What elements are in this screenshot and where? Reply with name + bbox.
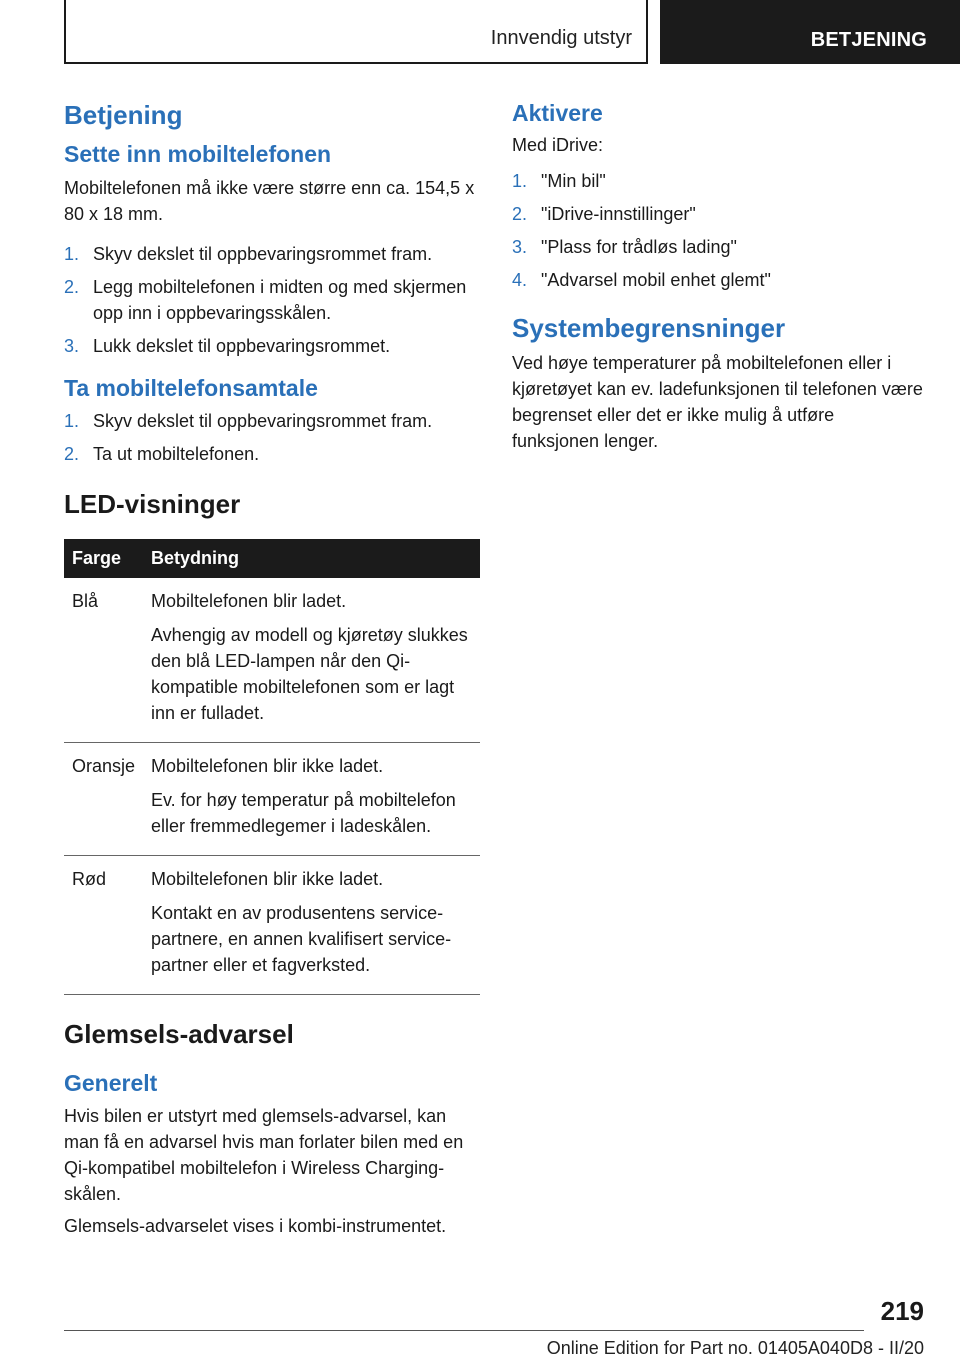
heading-systembegrensninger: Systembegrensninger xyxy=(512,312,786,343)
table-row xyxy=(64,578,480,743)
header-chapter-box xyxy=(660,0,960,64)
table-header-betydning: Betydning xyxy=(142,539,480,578)
heading-generelt: Generelt xyxy=(64,1069,158,1096)
footer-edition: Online Edition for Part no. 01405A040D8 - II/20 xyxy=(546,1338,924,1358)
table-cell-meaning: Mobiltelefonen blir ladet. Avhengig av modell og kjøretøy slukkes den blå LED-lampen når den Qi-kompatible mobiltelefonen som er lagt inn er fulladet. xyxy=(142,578,480,743)
list-item: 1. Skyv dekslet til oppbevaringsrommet fram. xyxy=(64,411,433,432)
heading-aktivere: Aktivere xyxy=(512,100,603,126)
list-activate-steps xyxy=(512,168,924,293)
list-item: 3. "Plass for trådløs lading" xyxy=(512,236,737,257)
paragraph-generelt-2: Glemsels-advarselet vises i kombi-instrumentet. xyxy=(64,1216,447,1237)
header-section-box xyxy=(64,0,648,64)
right-column xyxy=(512,100,924,460)
list-item: 4. "Advarsel mobil enhet glemt" xyxy=(512,269,771,290)
list-item: 1. "Min bil" xyxy=(512,170,606,191)
header-chapter-title: BETJENING xyxy=(810,29,927,51)
table-row xyxy=(64,855,480,994)
table-cell-color: Blå xyxy=(64,578,142,743)
heading-glemsels: Glemsels-advarsel xyxy=(64,1018,294,1049)
footer-divider xyxy=(64,1330,864,1331)
list-item: 1. Skyv dekslet til oppbevaringsrommet fram. xyxy=(64,243,433,264)
left-column xyxy=(64,100,482,1245)
table-cell-meaning: Mobiltelefonen blir ikke ladet. Kontakt en av produsentens servicepartnere, en annen kvalifisert servicepartner eller et fagverksted. xyxy=(142,855,480,994)
list-item: 2. Ta ut mobiltelefonen. xyxy=(64,444,260,465)
paragraph-system: Ved høye temperaturer på mobiltelefonen eller i kjøretøyet kan ev. ladefunksjonen til telefonen være begrenset eller det er ikke mulig å utføre funksjonen lenger. xyxy=(512,352,923,451)
header-section-title: Innvendig utstyr xyxy=(490,27,632,49)
heading-led-visninger: LED-visninger xyxy=(64,489,241,520)
list-item: 2. Legg mobiltelefonen i midten og med skjermen opp inn i oppbevaringsskålen. xyxy=(64,276,467,323)
paragraph-generelt-1: Hvis bilen er utstyrt med glemsels-advarsel, kan man få en advarsel hvis man forlater bilen med en Qi-kompatibel mobiltelefon i Wireless Charging-skålen. xyxy=(64,1106,464,1205)
table-cell-meaning: Mobiltelefonen blir ikke ladet. Ev. for høy temperatur på mobiltelefon eller fremmedlegemer i ladeskålen. xyxy=(142,742,480,855)
list-item: 2. "iDrive-innstillinger" xyxy=(512,203,696,224)
list-take-steps xyxy=(64,408,482,467)
heading-ta-samtale: Ta mobiltelefonsamtale xyxy=(64,374,318,401)
page-number: 219 xyxy=(880,1296,924,1326)
heading-betjening: Betjening xyxy=(64,100,183,130)
paragraph-idrive: Med iDrive: xyxy=(512,134,604,155)
led-table xyxy=(64,539,480,995)
table-row xyxy=(64,742,480,855)
table-cell-color: Oransje xyxy=(64,742,142,855)
table-header-farge: Farge xyxy=(64,539,142,578)
heading-sette-inn: Sette inn mobiltelefonen xyxy=(64,141,332,168)
list-item: 3. Lukk dekslet til oppbevaringsrommet. xyxy=(64,335,391,356)
table-cell-color: Rød xyxy=(64,855,142,994)
list-insert-steps xyxy=(64,241,482,359)
table-header-row xyxy=(64,539,480,578)
paragraph-size: Mobiltelefonen må ikke være større enn ca. 154,5 x 80 x 18 mm. xyxy=(64,177,475,224)
